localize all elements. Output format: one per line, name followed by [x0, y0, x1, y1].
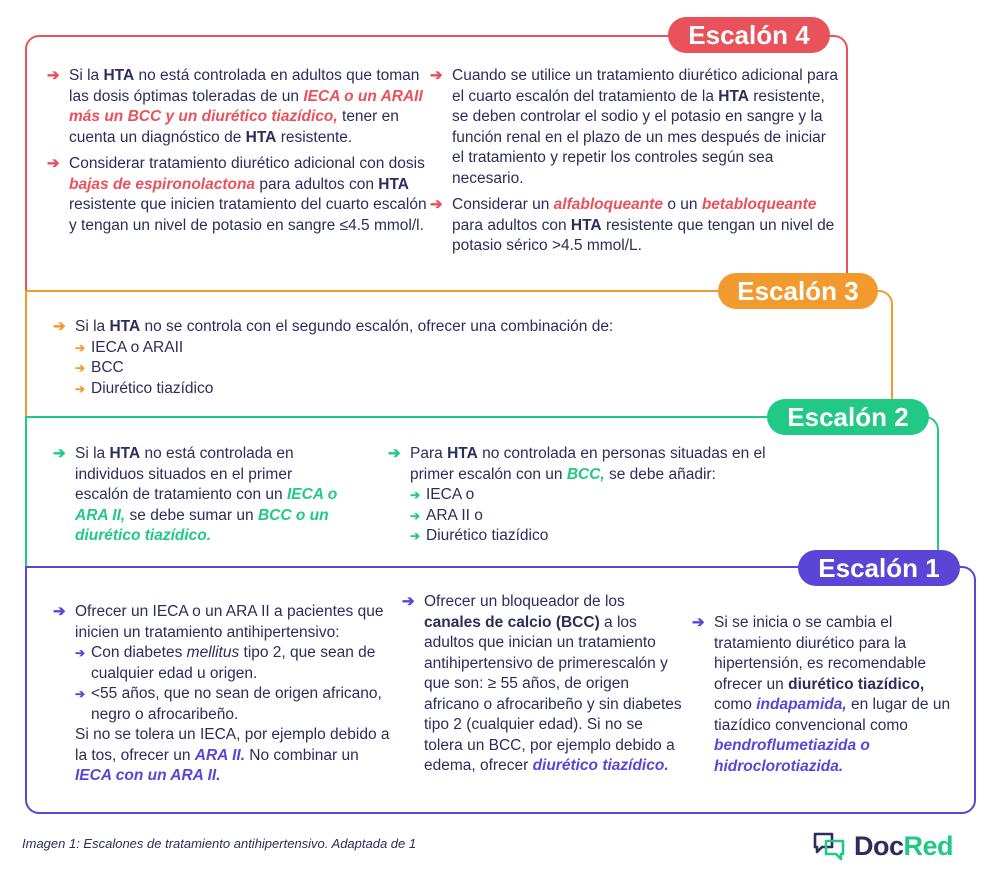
bold-text: canales de calcio (BCC): [424, 613, 600, 631]
step1-column-2: [402, 592, 682, 777]
bold-text: HTA: [447, 445, 478, 462]
arrow-right-icon: ➔: [75, 687, 86, 701]
text-segment: Para: [410, 445, 448, 462]
logo-text-part1: Doc: [854, 830, 904, 861]
sub-item: [75, 643, 393, 684]
highlight-text: IECA con un ARA II.: [75, 767, 221, 784]
step2-left-line: [25, 416, 27, 568]
list-item: [430, 195, 840, 257]
text-segment: resistente.: [276, 128, 353, 146]
text-segment: no se controla con el segundo escalón, ofrecer una combinación de:: [140, 318, 614, 335]
highlight-text: bajas de espironolactona: [69, 175, 256, 193]
bold-text: diurético tiazídico,: [788, 675, 925, 693]
arrow-right-icon: ➔: [75, 646, 86, 660]
arrow-right-icon: ➔: [47, 67, 60, 84]
highlight-text: diurético tiazídico.: [532, 757, 669, 774]
arrow-right-icon: ➔: [692, 614, 705, 631]
text-segment: Cuando se utilice un tratamiento diurético adicional para el cuarto escalón del tratamiento de la: [452, 67, 839, 105]
text-segment: no controlada en personas situadas en el primer escalón con un: [410, 445, 766, 483]
sub-item: ➔ IECA o ARAII: [75, 338, 775, 359]
step4-label: Escalón 4: [668, 17, 830, 53]
list-item: [430, 66, 840, 189]
arrow-right-icon: ➔: [75, 340, 86, 355]
text-segment: para adultos con: [255, 175, 379, 193]
text-segment: Si la: [75, 318, 110, 335]
highlight-text: BCC,: [566, 465, 605, 483]
arrow-right-icon: ➔: [75, 361, 86, 375]
step3-left-line: [25, 290, 27, 418]
arrow-right-icon: ➔: [53, 445, 66, 462]
step1-col1-outro: [75, 725, 393, 787]
highlight-text: bendroflumetiazida o hidroclorotiazida.: [714, 737, 870, 775]
step2-label: Escalón 2: [767, 399, 929, 435]
arrow-right-icon: ➔: [47, 155, 60, 172]
step1-label: Escalón 1: [798, 550, 960, 586]
bold-text: HTA: [109, 318, 141, 335]
text-segment: tipo 2, que sean de cualquier edad u origen.: [91, 644, 376, 682]
text-segment: tener en cuenta un diagnóstico de: [69, 108, 399, 146]
highlight-text: alfabloqueante: [553, 196, 664, 213]
arrow-right-icon: ➔: [430, 196, 443, 213]
text-segment: Si se inicia o se cambia el tratamiento diurético para la hipertensión, es recomendable ofrecer un: [714, 614, 926, 693]
step4-right-column: [430, 66, 840, 257]
highlight-text: BCC o un diurético tiazídico.: [75, 506, 329, 544]
arrow-right-icon: ➔: [53, 603, 66, 620]
text-segment: no está controlada en adultos que toman las dosis óptimas toleradas de un: [69, 67, 420, 105]
logo-text-part2: Red: [903, 830, 954, 861]
highlight-text: IECA o un ARAII más un BCC y un diurético tiazídico,: [69, 87, 423, 125]
text-segment: <55 años, que no sean de origen africano, negro o afrocaribeño.: [91, 685, 382, 723]
text-segment: para adultos con: [452, 216, 571, 234]
arrow-right-icon: ➔: [430, 67, 443, 84]
docred-logo: [812, 828, 953, 864]
list-item: [53, 317, 775, 338]
sub-item: ➔ Diurético tiazídico: [75, 379, 775, 400]
italic-text: mellitus: [186, 644, 240, 661]
bold-text: HTA: [109, 445, 141, 462]
text-segment: Considerar tratamiento diurético adicional con dosis: [69, 155, 425, 172]
text-segment: resistente, se deben controlar el sodio y el potasio en sangre y la función renal en el plazo de un mes después de iniciar el tratamiento y repetir los controles según sea necesario.: [452, 87, 826, 187]
list-item: [47, 66, 431, 148]
text-segment: resistente que inicien tratamiento del cuarto escalón y tengan un nivel de potasio en sangre ≤4.5 mmol/l.: [69, 196, 427, 234]
sub-item: [75, 684, 393, 725]
arrow-right-icon: ➔: [75, 381, 86, 396]
list-item: [53, 444, 345, 547]
bold-text: HTA: [718, 87, 749, 105]
list-item: ➔ Ofrecer un IECA o un ARA II a pacientes que inicien un tratamiento antihipertensivo:: [53, 603, 384, 641]
highlight-text: ARA II.: [194, 746, 245, 764]
bold-text: HTA: [103, 67, 135, 84]
step2-right-column: [388, 444, 770, 547]
sub-item: ➔ IECA o: [410, 485, 770, 506]
text-segment: Ofrecer un bloqueador de los: [424, 593, 625, 610]
sub-item: ➔ Diurético tiazídico: [410, 526, 770, 547]
text-segment: se debe sumar un: [125, 506, 258, 524]
highlight-text: indapamida,: [756, 696, 847, 713]
step3-label: Escalón 3: [718, 273, 878, 309]
text-segment: como: [714, 696, 757, 713]
step3-content: [53, 317, 775, 399]
bold-text: HTA: [378, 175, 410, 193]
step1-column-1: [53, 602, 393, 787]
sub-item: ➔ ARA II o: [410, 506, 770, 527]
step2-left-column: [53, 444, 345, 547]
highlight-text: betabloqueante: [701, 196, 817, 213]
list-item: [402, 592, 682, 777]
text-segment: no está controlada en individuos situados en el primer escalón de tratamiento con un: [75, 445, 294, 503]
arrow-right-icon: ➔: [388, 445, 401, 462]
text-segment: Si la: [75, 445, 110, 462]
list-item: [692, 613, 954, 777]
list-item: [388, 444, 770, 485]
text-segment: se debe añadir:: [604, 465, 716, 483]
list-item: [47, 154, 431, 236]
text-segment: Si no se tolera un IECA, por ejemplo debido a la tos, ofrecer un: [75, 726, 390, 764]
step1-column-3: [692, 613, 954, 777]
arrow-right-icon: ➔: [410, 508, 421, 523]
arrow-right-icon: ➔: [410, 488, 421, 502]
chat-bubbles-icon: [812, 831, 846, 861]
arrow-right-icon: ➔: [410, 529, 421, 543]
text-segment: Considerar un: [452, 196, 554, 213]
step4-left-column: [47, 66, 431, 236]
text-segment: resistente que tengan un nivel de potasio sérico >4.5 mmol/L.: [452, 216, 835, 254]
arrow-right-icon: ➔: [402, 593, 415, 610]
text-segment: Con diabetes: [91, 644, 187, 661]
text-segment: No combinar un: [245, 746, 359, 764]
arrow-right-icon: ➔: [53, 318, 66, 335]
text-segment: en lugar de un tiazídico convencional como: [714, 696, 951, 734]
image-caption: Imagen 1: Escalones de tratamiento antihipertensivo. Adaptada de 1: [22, 836, 417, 851]
text-segment: a los adultos que inician un tratamiento antihipertensivo de primerescalón y que son: ≥ 55 años, de origen africano o afrocaribeño y sin diabetes tipo 2 (cualquier edad). Si no se tolera un BCC, por ejemplo debido a edema, ofrecer: [424, 613, 682, 774]
bold-text: HTA: [570, 216, 602, 234]
sub-item: ➔ BCC: [75, 358, 775, 379]
bold-text: HTA: [245, 128, 277, 146]
logo-text: [854, 831, 953, 862]
text-segment: o un: [663, 196, 702, 213]
text-segment: Si la: [69, 67, 104, 84]
highlight-text: IECA o ARA II,: [75, 486, 338, 524]
